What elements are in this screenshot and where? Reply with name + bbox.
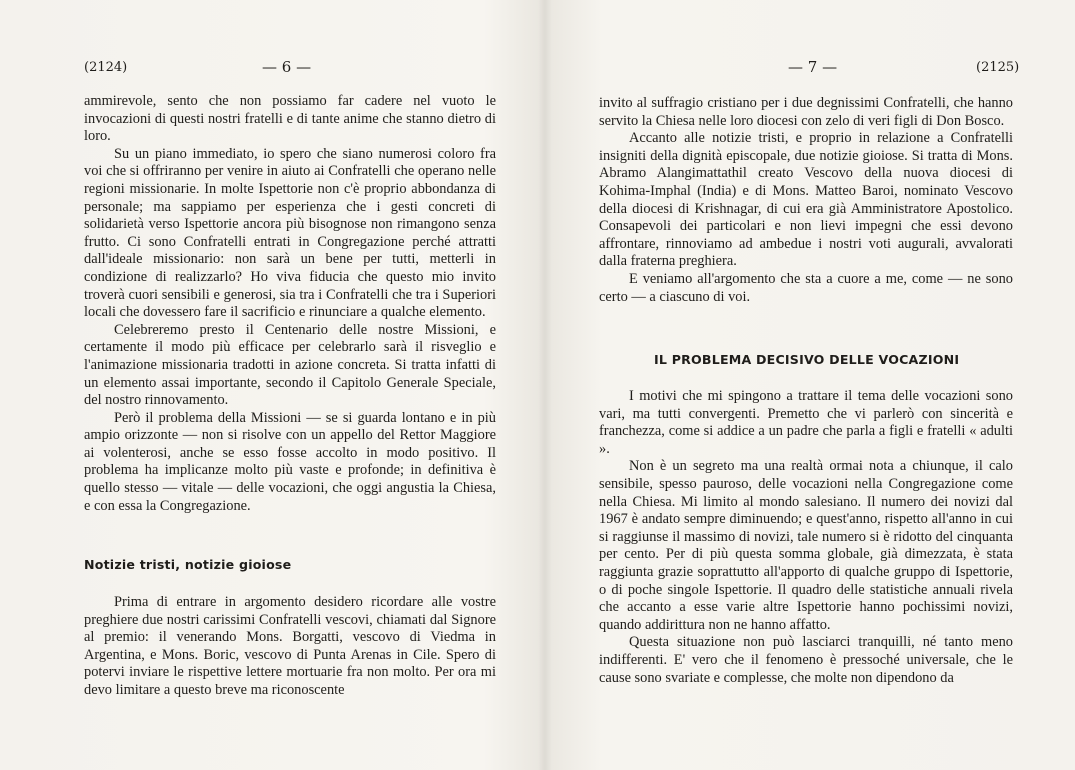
left-paragraph-2: Su un piano immediato, io spero che siano numerosi coloro fra voi che si offriranno per venire in aiuto ai Confratelli che operano nelle regioni missionarie. In molte Ispettorie non c'è proprio abbondanza di personale; ma sappiamo per esperienza che i gesti concreti di solidarietà verso Ispettorie ancora più bisognose non rimangono senza frutto. Ci sono Confratelli entrati in Congregazione perché attratti dall'ideale missionario: non sarà un bene per tutti, metterli in condizione di realizzarlo? Ho viva fiducia che questo mio invito troverà cuori sensibili e generosi, sia tra i Confratelli che tra i Superiori locali che dovessero fare il sacrificio e rinunciare a qualche elemento. — [84, 145, 496, 321]
right-paragraph-4: I motivi che mi spingono a trattare il tema delle vocazioni sono vari, ma tutti convergenti. Premetto che vi parlerò con sincerità e franchezza, come si addice a un padre che parla a figli e fratelli « adulti ». — [599, 388, 1013, 457]
right-page-number: — 7 — — [788, 58, 838, 76]
left-page-number: — 6 — — [262, 58, 312, 76]
left-paragraph-5: Prima di entrare in argomento desidero ricordare alle vostre preghiere due nostri carissimi Confratelli vescovi, chiamati dal Signore al premio: il venerando Mons. Borgatti, vescovo di Viedma in Argentina, e Mons. Boric, vescovo di Punta Arenas in Cile. Spero di potervi inviare le rispettive lettere mortuarie fra non molto. Per ora mi devo limitare a questo breve ma riconoscente — [84, 594, 496, 698]
right-paragraph-6: Questa situazione non può lasciarci tranquilli, né tanto meno indifferenti. E' vero che il fenomeno è pressoché universale, che le cause sono svariate e complesse, che molte non dipendono da — [599, 634, 1013, 686]
book-gutter — [538, 0, 552, 770]
right-paragraph-2: Accanto alle notizie tristi, e proprio in relazione a Confratelli insigniti della dignità episcopale, due notizie gioiose. Si tratta di Mons. Abramo Alangimattathil creato Vescovo della nuova diocesi di Kohima-Imphal (India) e di Mons. Matteo Baroi, nominato Vescovo della diocesi di Krishnagar, di cui era già Amministratore Apostolico. Consapevoli dei particolari e non lievi impegni che essi devono affrontare, rinnoviamo ad ambedue i nostri voti augurali, avvalorati dalla fraterna preghiera. — [599, 130, 1013, 270]
left-page-code: (2124) — [84, 60, 128, 75]
right-paragraph-3: E veniamo all'argomento che sta a cuore a me, come — ne sono certo — a ciascuno di voi. — [599, 270, 1013, 305]
left-paragraph-3: Celebreremo presto il Centenario delle nostre Missioni, e certamente il modo più efficace per celebrarlo sarà il risveglio e l'animazione missionaria tradotti in azione concreta. Si tratta infatti di un elemento assai importante, secondo il Capitolo Generale Speciale, del nostro rinnovamento. — [84, 321, 496, 409]
right-section-heading: IL PROBLEMA DECISIVO DELLE VOCAZIONI — [654, 352, 960, 367]
left-page-body-bottom — [84, 594, 496, 700]
left-paragraph-4: Però il problema della Missioni — se si guarda lontano e in più ampio orizzonte — non si risolve con un appello del Rettor Maggiore ai volenterosi, anche se esso fosse accolto in modo positivo. Il problema ha implicanze molto più vaste e profonde; in definitiva è quello stesso — vitale — delle vocazioni, che oggi angustia la Chiesa, e con essa la Congregazione. — [84, 409, 496, 514]
right-page-body-top — [599, 95, 1013, 306]
right-page-code: (2125) — [976, 60, 1020, 75]
right-paragraph-5: Non è un segreto ma una realtà ormai nota a chiunque, il calo sensibile, spesso pauroso, delle vocazioni nella Congregazione come nella Chiesa. Mi limito al mondo salesiano. Il numero dei novizi dal 1967 è andato sempre diminuendo; e quest'anno, rispetto all'anno in cui si raggiunse il massimo di novizi, tale numero si è ridotto del cinquanta per cento. Per di più questa somma globale, già dimezzata, è stata raggiunta grazie soprattutto all'apporto di qualche gruppo di Ispettorie, o di poche singole Ispettorie. Il quadro delle statistiche annuali rivela che accanto a esse varie altre Ispettorie hanno pochissimi novizi, quando addirittura non ne hanno affatto. — [599, 458, 1013, 633]
left-section-heading: Notizie tristi, notizie gioiose — [84, 557, 292, 572]
left-paragraph-1: ammirevole, sento che non possiamo far cadere nel vuoto le invocazioni di questi nostri fratelli e di tante anime che stanno dietro di loro. — [84, 93, 496, 145]
left-page-body-top — [84, 93, 496, 515]
right-paragraph-1: invito al suffragio cristiano per i due degnissimi Confratelli, che hanno servito la Chiesa nelle loro diocesi con zelo di veri figli di Don Bosco. — [599, 95, 1013, 129]
right-page-body-bottom — [599, 388, 1013, 687]
right-page — [552, 0, 1075, 770]
